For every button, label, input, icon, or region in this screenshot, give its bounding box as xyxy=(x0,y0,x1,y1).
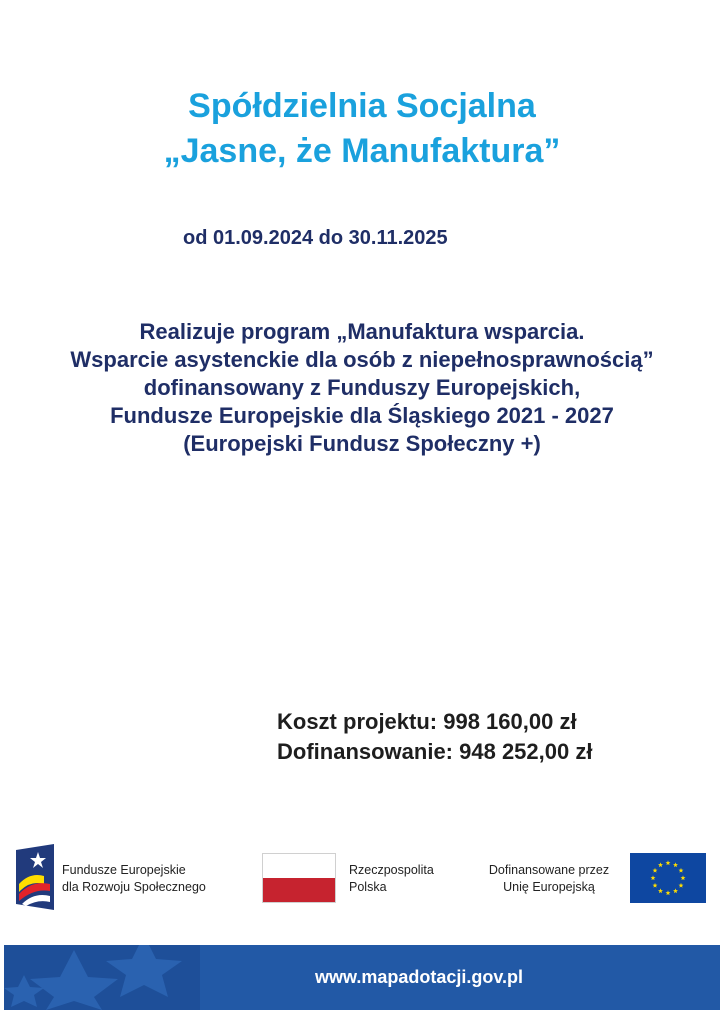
european-funds-logo-text xyxy=(62,862,206,896)
european-funds-line-1: Fundusze Europejskie xyxy=(62,863,186,877)
program-line-2: Wsparcie asystenckie dla osób z niepełnosprawnością” xyxy=(70,347,654,372)
eu-cofunded-text xyxy=(476,862,622,896)
european-funds-logo-icon xyxy=(16,844,54,910)
logo-bar xyxy=(0,838,724,918)
footer-decor xyxy=(4,945,200,1010)
polish-republic-line-1: Rzeczpospolita xyxy=(349,863,434,877)
poster-title xyxy=(0,84,724,174)
footer-band xyxy=(4,945,720,1010)
eu-cofunded-line-1: Dofinansowane przez xyxy=(488,863,610,877)
program-line-3: dofinansowany z Funduszy Europejskich, xyxy=(143,375,581,400)
program-line-1: Realizuje program „Manufaktura wsparcia. xyxy=(139,319,585,344)
program-line-5: (Europejski Fundusz Społeczny +) xyxy=(183,431,541,456)
website-link[interactable]: www.mapadotacji.gov.pl xyxy=(314,967,524,987)
european-funds-line-2: dla Rozwoju Społecznego xyxy=(62,880,206,894)
project-cofinancing: Dofinansowanie: 948 252,00 zł xyxy=(277,739,593,764)
eu-flag-icon xyxy=(630,853,706,903)
eu-cofunded-line-2: Unię Europejską xyxy=(503,880,595,894)
polish-republic-logo-text xyxy=(349,862,434,896)
title-line-2: „Jasne, że Manufaktura” xyxy=(163,132,561,170)
title-line-1: Spółdzielnia Socjalna xyxy=(188,87,536,125)
stars-decor-icon xyxy=(4,945,200,1010)
project-cost-total: Koszt projektu: 998 160,00 zł xyxy=(277,709,577,734)
program-description xyxy=(0,318,724,458)
program-line-4: Fundusze Europejskie dla Śląskiego 2021 - 2027 xyxy=(110,403,614,428)
project-dates: od 01.09.2024 do 30.11.2025 xyxy=(183,227,448,249)
project-costs xyxy=(277,707,592,767)
polish-republic-line-2: Polska xyxy=(349,880,387,894)
polish-flag-icon xyxy=(262,853,336,903)
